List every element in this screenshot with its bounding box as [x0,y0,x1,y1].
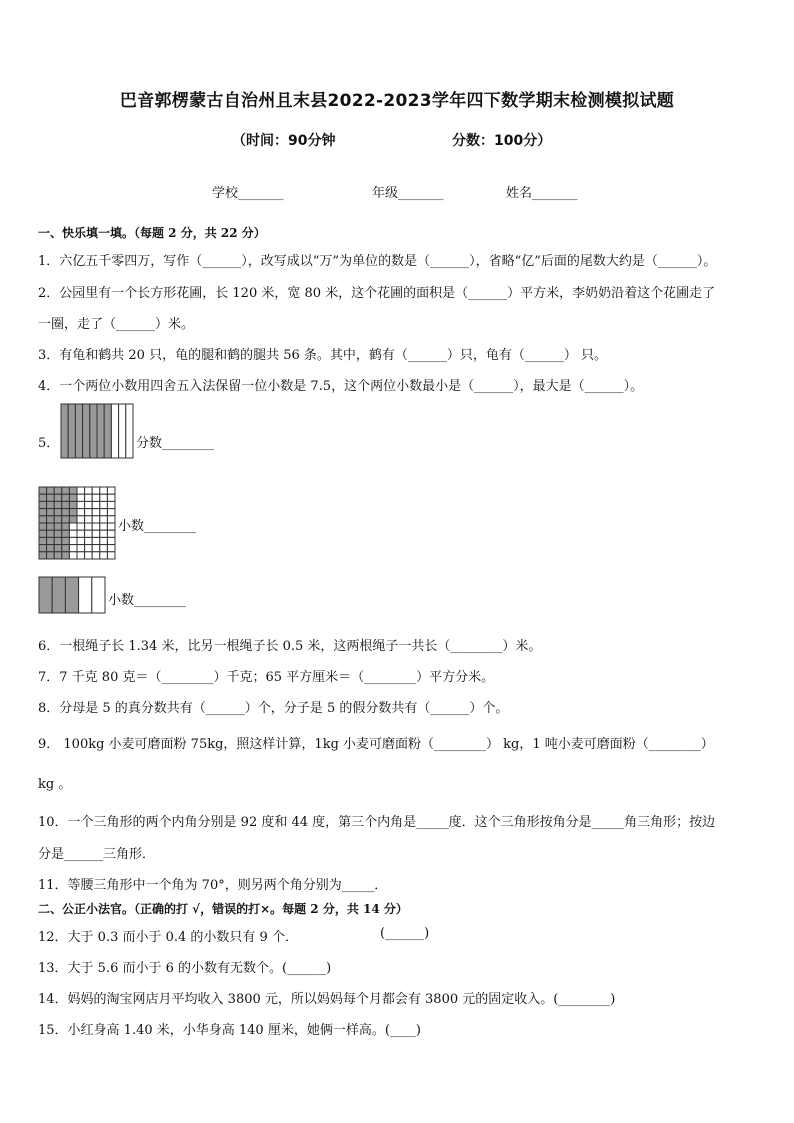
question-11: 11．等腰三角形中一个角为 70°，则另两个角分别为_____． [38,878,388,893]
fig2-square [100,494,108,501]
school-field: 学校_______ [212,186,284,201]
fig2-square [92,530,100,537]
fig2-square [39,523,47,530]
fig2-square [47,537,55,544]
fig3-decimal-label: 小数________ [108,593,187,608]
fig2-square [47,509,55,516]
grade-field: 年级_______ [372,186,444,201]
fig2-square [54,530,62,537]
fig2-square [107,509,115,516]
fig2-square [39,552,47,559]
fig2-square [77,523,85,530]
fig2-square [77,487,85,494]
fig2-square [62,545,70,552]
fig2-square [47,494,55,501]
question-8: 8．分母是 5 的真分数共有（______）个，分子是 5 的假分数共有（______）个。 [38,701,509,716]
fig2-square [69,545,77,552]
fig1-column [83,404,90,458]
fig1-fraction-label: 分数________ [136,436,215,451]
fig1-column [75,404,82,458]
fig2-square [100,537,108,544]
fig2-square [54,487,62,494]
fig2-square [62,516,70,523]
fig2-square [107,530,115,537]
fig2-square [39,516,47,523]
fig2-square [54,537,62,544]
fig2-square [47,530,55,537]
fig2-square [62,494,70,501]
fig1-column [97,404,104,458]
fig3-part [39,577,52,613]
question-2-line1: 2．公园里有一个长方形花圃，长 120 米，宽 80 米，这个花圃的面积是（______）平方米，李奶奶沿着这个花圃走了 [38,286,716,301]
fig2-square [39,494,47,501]
fig2-square [85,545,93,552]
fig2-square [85,509,93,516]
fig2-square [62,501,70,508]
fig2-square [47,552,55,559]
fig1-column [104,404,111,458]
fig3-part [65,577,78,613]
fig2-square [107,494,115,501]
fig2-square [85,552,93,559]
fig2-square [92,487,100,494]
fig2-square [62,509,70,516]
exam-title: 巴音郭楞蒙古自治州且末县2022-2023学年四下数学期末检测模拟试题 [119,91,675,111]
fig2-square [100,523,108,530]
fig2-square [62,537,70,544]
fig2-square [77,545,85,552]
fig2-square [47,545,55,552]
name-field: 姓名_______ [506,186,578,201]
fig3-part [92,577,105,613]
fig2-square [69,523,77,530]
fig2-square [69,516,77,523]
fig2-square [62,530,70,537]
fig2-square [62,487,70,494]
fig2-square [85,523,93,530]
fig2-square [100,545,108,552]
fig2-square [77,516,85,523]
fig2-square [100,501,108,508]
fig2-square [100,509,108,516]
fig2-square [39,530,47,537]
section1-heading: 一、快乐填一填。（每题 2 分，共 22 分） [38,226,266,240]
fig2-square [54,509,62,516]
fig2-square [92,545,100,552]
question-15: 15．小红身高 1.40 米，小华身高 140 厘米，她俩一样高。(____) [38,1023,421,1038]
question-1: 1．六亿五千零四万，写作（______），改写成以“万”为单位的数是（______），省略“亿”后面的尾数大约是（______）。 [38,254,717,269]
fig2-square [85,530,93,537]
fig2-square [69,509,77,516]
question-2-line2: 一圈，走了（______）米。 [38,317,195,332]
fig2-square [92,523,100,530]
fig2-square [85,537,93,544]
fig2-square [77,552,85,559]
fig2-square [107,487,115,494]
fig2-square [92,509,100,516]
fig2-square [39,501,47,508]
question-9-line1: 9． 100kg 小麦可磨面粉 75kg，照这样计算，1kg 小麦可磨面粉（________） kg，1 吨小麦可磨面粉（________） [38,737,714,752]
fig2-square [47,523,55,530]
fig2-square [77,501,85,508]
fig2-square [39,545,47,552]
fig2-square [47,516,55,523]
question-7: 7．7 千克 80 克＝（________）千克；65 平方厘米＝（________）平方分米。 [38,670,495,685]
question-10-line1: 10．一个三角形的两个内角分别是 92 度和 44 度，第三个内角是_____度．这个三角形按角分是_____角三角形；按边 [38,815,716,830]
fig2-square [85,487,93,494]
tenths-strip-figure [38,576,106,614]
fig1-column [90,404,97,458]
fig2-square [47,487,55,494]
question-12: 12．大于 0.3 而小于 0.4 的小数只有 9 个． [38,930,298,945]
fig2-square [69,501,77,508]
fig1-column [68,404,75,458]
fig2-square [107,545,115,552]
fig2-square [54,545,62,552]
fig2-square [92,501,100,508]
fig2-square [92,537,100,544]
question-13: 13．大于 5.6 而小于 6 的小数有无数个。(______) [38,961,332,976]
fig1-column [61,404,68,458]
exam-score: 分数：100分） [452,133,552,149]
fig2-square [69,494,77,501]
fig2-square [107,552,115,559]
question-6: 6．一根绳子长 1.34 米，比另一根绳子长 0.5 米，这两根绳子一共长（________）米。 [38,639,542,654]
fig2-square [54,552,62,559]
fig2-square [107,516,115,523]
fig2-square [39,537,47,544]
fig2-square [100,530,108,537]
question-3: 3．有龟和鹤共 20 只，龟的腿和鹤的腿共 56 条。其中，鹤有（______）只，龟有（______） 只。 [38,348,608,363]
fig2-square [54,501,62,508]
fig2-square [92,494,100,501]
fig2-square [77,509,85,516]
fig2-square [54,516,62,523]
question-10-line2: 分是______三角形． [38,847,156,862]
question-14: 14．妈妈的淘宝网店月平均收入 3800 元，所以妈妈每个月都会有 3800 元的固定收入。(________) [38,992,616,1007]
fig1-column [119,404,126,458]
fig2-square [77,494,85,501]
question-5-number: 5． [38,436,60,451]
question-4: 4．一个两位小数用四舍五入法保留一位小数是 7.5，这个两位小数最小是（______），最大是（______）。 [38,379,644,394]
fig2-square [100,487,108,494]
fig2-square [85,501,93,508]
fig2-square [47,501,55,508]
fig2-square [54,523,62,530]
fig2-square [107,501,115,508]
fig2-square [39,509,47,516]
exam-time: （时间：90分钟 [232,133,336,149]
fig2-square [54,494,62,501]
fig2-square [69,552,77,559]
fig2-square [92,552,100,559]
fig2-square [85,516,93,523]
fig1-column [126,404,133,458]
question-9-line2: kg 。 [38,777,72,792]
fig2-square [85,494,93,501]
fig2-square [62,523,70,530]
section2-heading: 二、公正小法官。（正确的打 √，错误的打×。每题 2 分，共 14 分） [38,902,408,916]
fig2-square [62,552,70,559]
fig3-part [52,577,65,613]
fig3-part [79,577,92,613]
question-12-blank: (______) [380,926,430,941]
fig2-square [77,537,85,544]
fig2-square [77,530,85,537]
fig2-square [107,537,115,544]
fig2-square [107,523,115,530]
fig2-square [100,516,108,523]
hundred-grid-figure [38,486,116,560]
fig2-square [69,487,77,494]
fig2-square [100,552,108,559]
fig2-decimal-label: 小数________ [118,519,197,534]
fig2-square [92,516,100,523]
fig2-square [69,537,77,544]
fig2-square [39,487,47,494]
fig2-square [69,530,77,537]
fig1-column [111,404,118,458]
fraction-columns-figure [60,403,134,459]
